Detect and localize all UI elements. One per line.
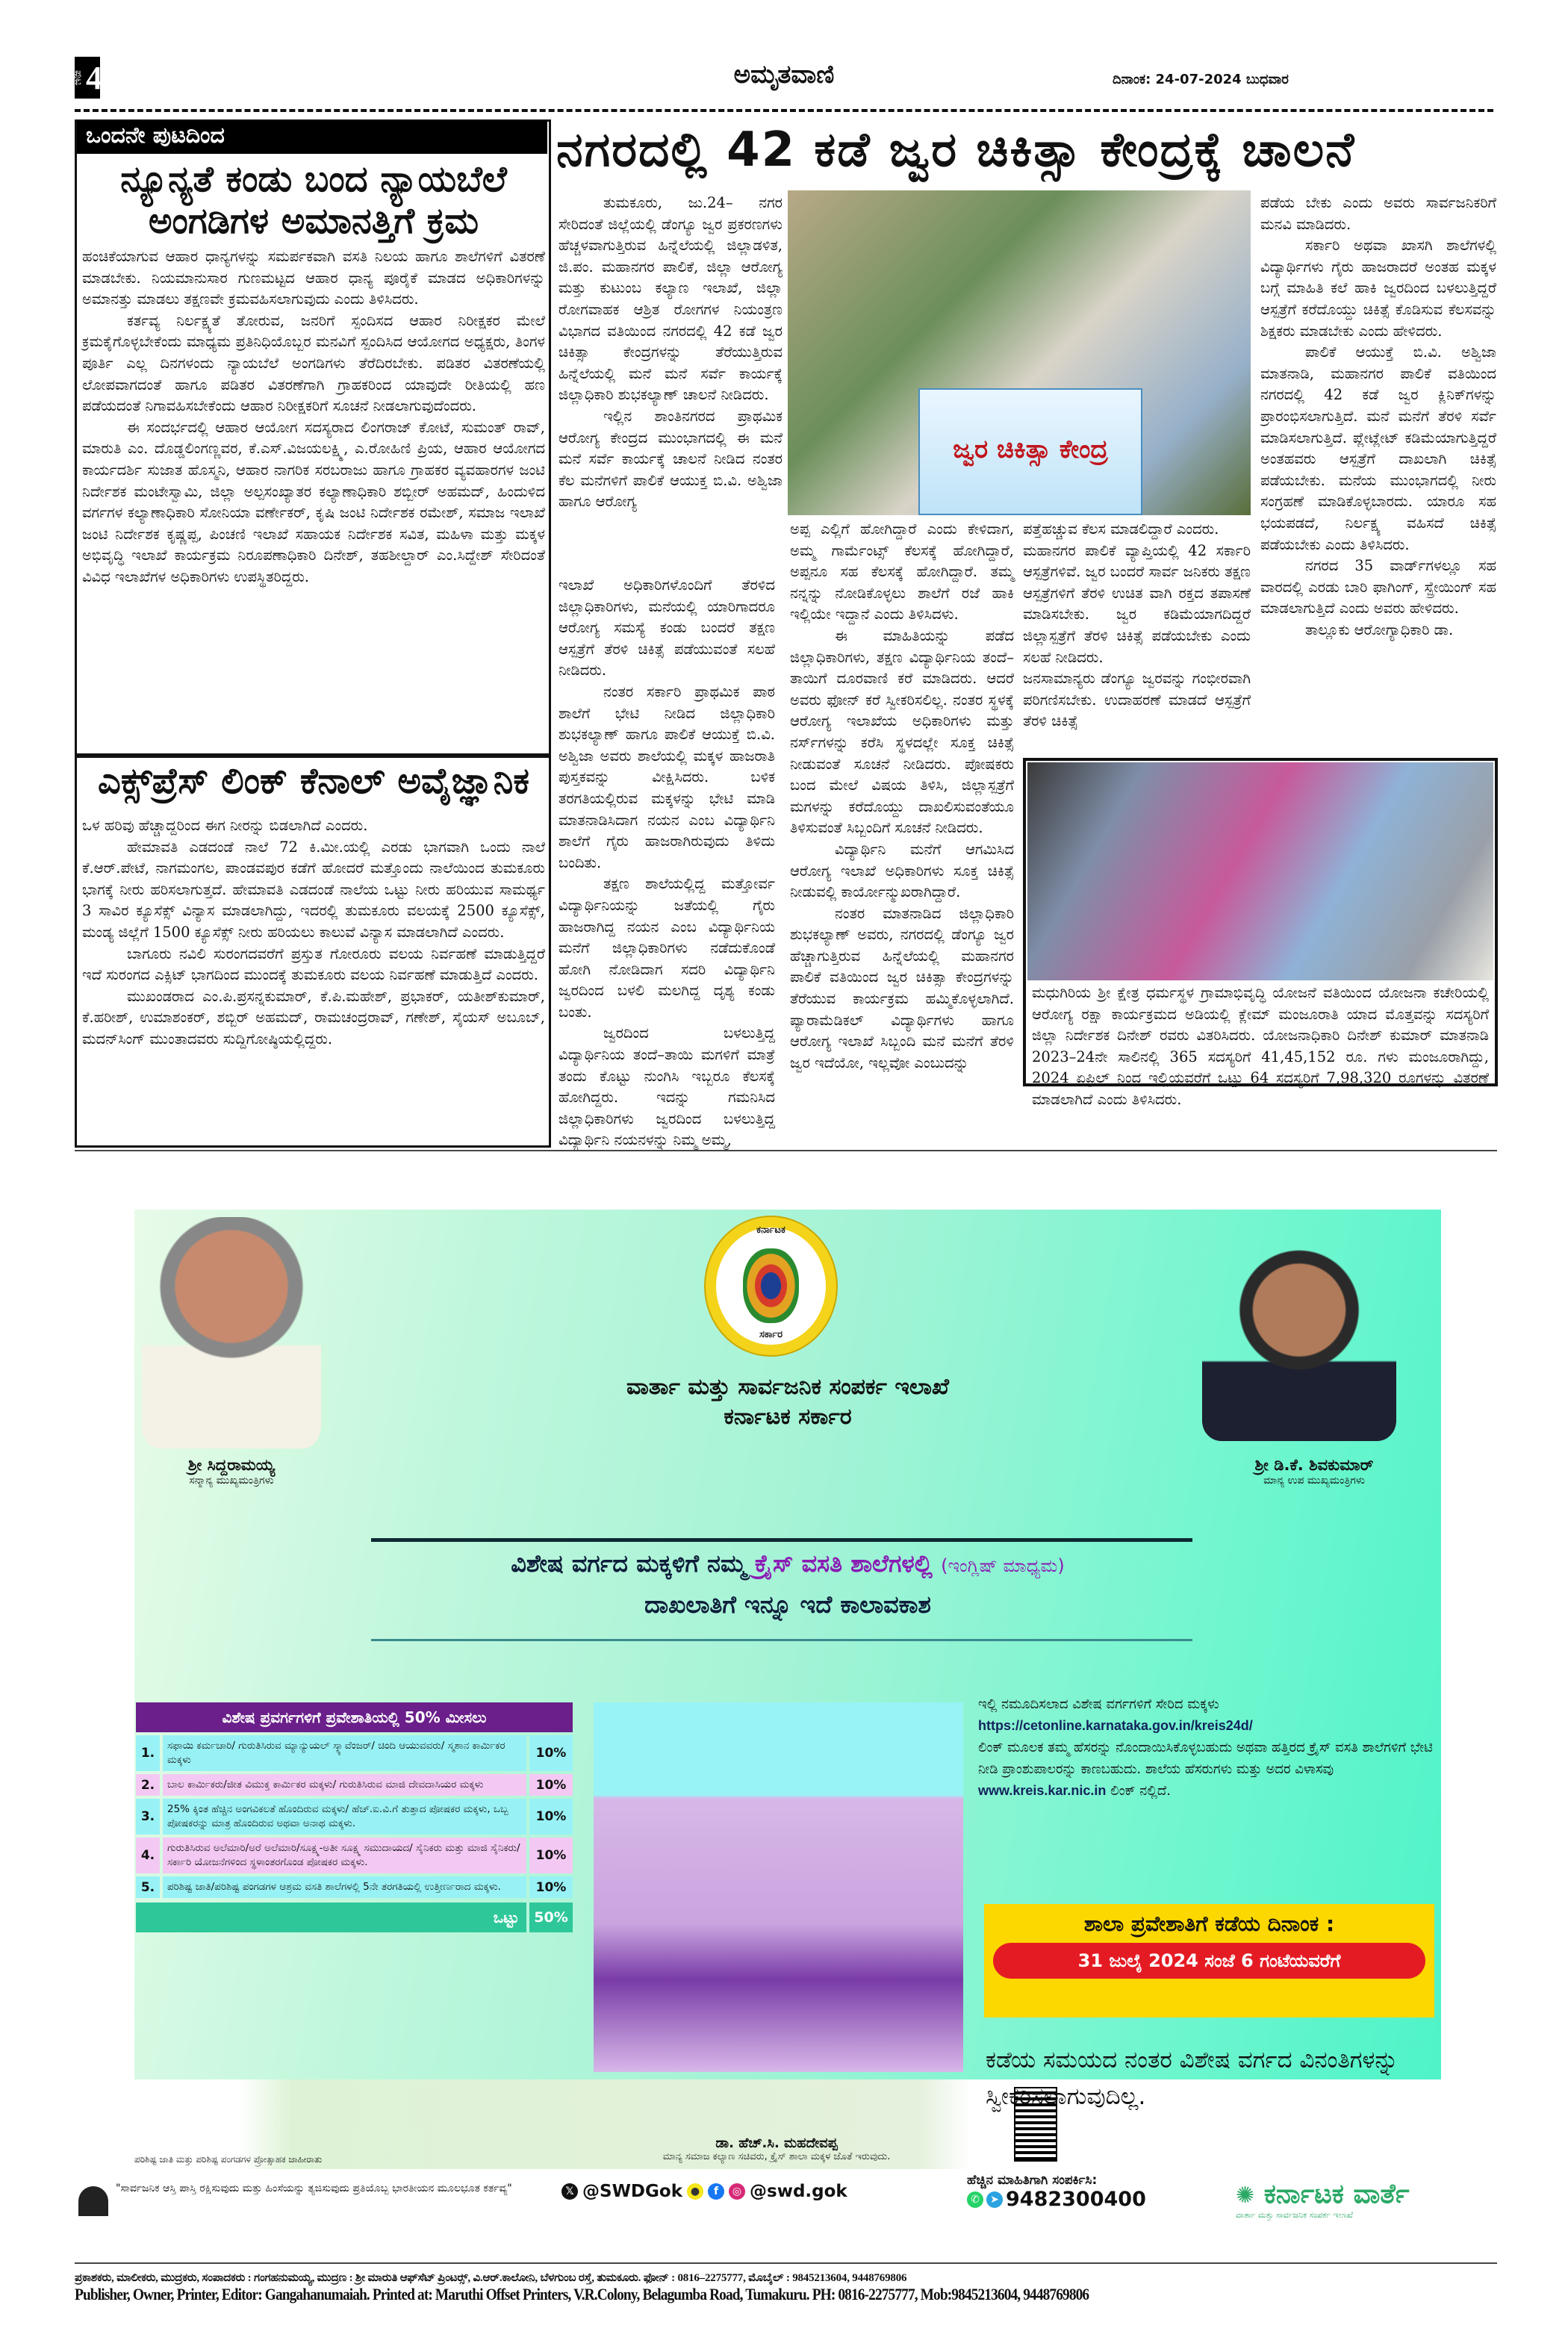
headline-line-1: ನ್ಯೂನ್ಯತೆ ಕಂಡು ಬಂದ ನ್ಯಾಯಬೆಲೆ (120, 158, 507, 200)
paragraph: ತಕ್ಷಣ ಶಾಲೆಯಲ್ಲಿದ್ದ ಮತ್ತೋರ್ವ ವಿದ್ಯಾರ್ಥಿನಿಯನ್ನು ಜತೆಯಲ್ಲಿ ಗೈರು ಹಾಜರಾಗಿದ್ದ ನಯನ ಎಂಬ ವಿದ್ಯಾರ್ಥಿನಿಯ ಮನೆಗೆ ಜಿಲ್ಲಾಧಿಕಾರಿಗಳು ನಡೆದುಕೊಂಡೆ ಹೋಗಿ ನೋಡಿದಾಗ ಸದರಿ ವಿದ್ಯಾರ್ಥಿನಿ ಜ್ವರದಿಂದ ಬಳಲಿ ಮಲಗಿದ್ದ ದೃಶ್ಯ ಕಂಡು ಬಂತು. (559, 875, 775, 1021)
dcm-name-block (1225, 1456, 1404, 1487)
social-handles (561, 2182, 847, 2201)
contact-block (967, 2173, 1146, 2211)
total-percent: 50% (529, 1903, 573, 1932)
row-number: 2. (136, 1774, 160, 1796)
parliament-icon (78, 2186, 108, 2216)
paragraph: ಬಾಗೂರು ನವಿಲಿ ಸುರಂಗದವರೆಗೆ ಪ್ರಸ್ತುತ ಗೋರೂರು ವಲಯ ನಿರ್ವಹಣೆ ಮಾಡುತ್ತಿದ್ದರೆ ಇದೆ ಸುರಂಗದ ಎಕ್ಸಿಟ್ ಭಾಗದಿಂದ ಮುಂದಕ್ಕೆ ತುಮಕೂರು ವಲಯ ನಿರ್ವಹಣೆ ಮಾಡುತ್ತಿದೆ ಎಂದರು. (82, 945, 545, 984)
imprint-english: Publisher, Owner, Printer, Editor: Gangahanumaiah. Printed at: Maruthi Offset Printers, V.R.Colony, Belagumba Road, Tumakuru. PH: 0816-2275777, Mob:9845213604, 9448769806 (75, 2285, 1089, 2303)
table-row (136, 1774, 573, 1796)
contact-phone[interactable]: 9482300400 (1006, 2188, 1146, 2211)
brand-text: ಕರ್ನಾಟಕ ವಾರ್ತೆ (1263, 2179, 1410, 2209)
department-name: ವಾರ್ತಾ ಮತ್ತು ಸಾರ್ವಜನಿಕ ಸಂಪರ್ಕ ಇಲಾಖೆ (626, 1374, 949, 1400)
main-story-column-d (1023, 519, 1251, 758)
minister-caption: ಮಾನ್ಯ ಸಮಾಜ ಕಲ್ಯಾಣ ಸಚಿವರು, ಕ್ರೈಸ್ ಶಾಲಾ ಮಕ್ಕಳ ಜೊತೆ ಇರುವುದು. (662, 2151, 891, 2162)
row-description: ಗುರುತಿಸಿರುವ ಅಲೆಮಾರಿ/ಅರೆ ಅಲೆಮಾರಿ/ಸೂಕ್ಷ್ಮ-ಅತೀ ಸೂಕ್ಷ್ಮ ಸಮುದಾಯದ/ ಸೈನಿಕರು ಮತ್ತು ಮಾಜಿ ಸೈನಿಕರು/ ಸರ್ಕಾರಿ ಯೋಜನೆಗಳಿಂದ ಸ್ಥಳಾಂತರಗೊಂಡ ಪೋಷಕರ ಮಕ್ಕಳು. (163, 1838, 526, 1873)
paragraph: ಮಹಾನಗರ ಪಾಲಿಕೆ ವ್ಯಾಪ್ತಿಯಲ್ಲಿ 42 ಸರ್ಕಾರಿ ಆಸ್ಪತ್ರೆಗಳಿವೆ. ಜ್ವರ ಬಂದರೆ ಸಾರ್ವ ಜನಿಕರು ತಕ್ಷಣ ಆಸ್ಪತ್ರೆಗಳಿಗೆ ತೆರಳಿ ಉಚಿತ ವಾಗಿ ರಕ್ತದ ತಪಾಸಣೆ ಮಾಡಿಸಬೇಕು. ಜ್ವರ ಕಡಿಮೆಯಾಗದಿದ್ದರೆ ಜಿಲ್ಲಾಸ್ಪತ್ರೆಗೆ ತೆರಳಿ ಚಿಕಿತ್ಸೆ ಪಡೆಯಬೇಕು ಎಂದು ಸಲಹೆ ನೀಡಿದರು. (1023, 541, 1251, 666)
row-description: ಬಾಲ ಕಾರ್ಮಿಕರು/ಜೀತ ವಿಮುಕ್ತ ಕಾರ್ಮಿಕರ ಮಕ್ಕಳು/ ಗುರುತಿಸಿರುವ ಮಾಜಿ ದೇವದಾಸಿಯರ ಮಕ್ಕಳು (163, 1774, 526, 1796)
headline-rule-top (371, 1538, 1192, 1542)
total-label: ಒಟ್ಟು (136, 1903, 526, 1932)
info-line-1: ಇಲ್ಲಿ ನಮೂದಿಸಲಾದ ವಿಶೇಷ ವರ್ಗಗಳಿಗೆ ಸೇರಿದ ಮಕ್ಕಳು (978, 1696, 1219, 1712)
paragraph: ಒಳ ಹರಿವು ಹೆಚ್ಚಾದ್ದರಿಂದ ಈಗ ನೀರನ್ನು ಬಿಡಲಾಗಿದೆ ಎಂದರು. (82, 817, 368, 834)
table-row (136, 1838, 573, 1873)
main-story-column-c (790, 519, 1014, 1074)
main-story-column-e (1260, 193, 1496, 760)
x-icon: 𝕏 (561, 2183, 578, 2200)
headline-part-2: ಕ್ರೈಸ್ ವಸತಿ ಶಾಲೆಗಳಲ್ಲಿ (754, 1549, 933, 1578)
brand-name (1236, 2179, 1410, 2210)
info-line-3: ಲಿಂಕ್ ನಲ್ಲಿದೆ. (1110, 1783, 1171, 1799)
row-number: 4. (136, 1838, 160, 1873)
table-row (136, 1735, 573, 1771)
duty-quote: "ಸಾರ್ವಜನಿಕ ಆಸ್ತಿ ಪಾಸ್ತಿ ರಕ್ಷಿಸುವುದು ಮತ್ತು ಹಿಂಸೆಯನ್ನು ತ್ಯಜಿಸುವುದು ಪ್ರತಿಯೊಬ್ಬ ಭಾರತೀಯನ ಮೂಲಭೂತ ಕರ್ತವ್ಯ" (116, 2183, 512, 2194)
paragraph: ನಂತರ ಮಾತನಾಡಿದ ಜಿಲ್ಲಾಧಿಕಾರಿ ಶುಭಕಲ್ಯಾಣ್ ಅವರು, ನಗರದಲ್ಲಿ ಡೆಂಗ್ಯೂ ಜ್ವರ ಹೆಚ್ಚಾಗುತ್ತಿರುವ ಹಿನ್ನೆಲೆಯಲ್ಲಿ ಮಹಾನಗರ ಪಾಲಿಕೆ ವತಿಯಿಂದ ಜ್ವರ ಚಿಕಿತ್ಸಾ ಕೇಂದ್ರಗಳನ್ನು ತೆರೆಯುವ ಕಾರ್ಯಕ್ರಮ ಹಮ್ಮಿಕೊಳ್ಳಲಾಗಿದೆ. ಪ್ಯಾರಾಮೆಡಿಕಲ್ ವಿದ್ಯಾರ್ಥಿಗಳು ಹಾಗೂ ಆರೋಗ್ಯ ಇಲಾಖೆ ಸಿಬ್ಬಂದಿ ಮನೆ ಮನೆಗೆ ತೆರಳಿ ಜ್ವರ ಇದೆಯೋ, ಇಲ್ಲವೋ ಎಂಬುದನ್ನು (790, 904, 1014, 1071)
table-row (136, 1876, 573, 1898)
imprint (75, 2271, 1497, 2304)
headline-rule-bottom (371, 1639, 1192, 1641)
emblem-top-text: ಕರ್ನಾಟಕ (756, 1225, 785, 1236)
row-percent: 10% (529, 1799, 573, 1835)
dcm-name: ಶ್ರೀ ಡಿ.ಕೆ. ಶಿವಕುಮಾರ್ (1254, 1456, 1374, 1474)
cm-title: ಸನ್ಮಾನ್ಯ ಮುಖ್ಯಮಂತ್ರಿಗಳು (189, 1475, 274, 1487)
paragraph: ಮುಖಂಡರಾದ ಎಂ.ಪಿ.ಪ್ರಸನ್ನಕುಮಾರ್, ಕೆ.ಪಿ.ಮಹೇಶ್, ಪ್ರಭಾಕರ್, ಯತೀಶ್‌ಕುಮಾರ್, ಕೆ.ಹರೀಶ್, ಉಮಾಶಂಕರ್, ಶಬ್ಬಿರ್ ಅಹಮದ್, ರಾಮಚಂದ್ರರಾವ್, ಗಣೇಶ್, ಸೈಯಸ್ ಅಬೂಬ್, ಮದನ್‌ಸಿಂಗ್ ಮುಂತಾದವರು ಸುದ್ದಿಗೋಷ್ಠಿಯಲ್ಲಿದ್ದರು. (82, 987, 545, 1048)
row-description: ಪರಿಶಿಷ್ಟ ಜಾತಿ/ಪರಿಶಿಷ್ಟ ಪಂಗಡಗಳ ಆಶ್ರಮ ವಸತಿ ಶಾಲೆಗಳಲ್ಲಿ 5ನೇ ತರಗತಿಯಲ್ಲಿ ಉತ್ತೀರ್ಣರಾದ ಮಕ್ಕಳು. (163, 1876, 526, 1898)
paragraph: ಈ ಸಂದರ್ಭದಲ್ಲಿ ಆಹಾರ ಆಯೋಗ ಸದಸ್ಯರಾದ ಲಿಂಗರಾಜ್ ಕೋಟೆ, ಸುಮಂತ್ ರಾವ್, ಮಾರುತಿ ಎಂ. ದೊಡ್ಡಲಿಂಗಣ್ಣವರ, ಕೆ.ಎಸ್.ವಿಜಯಲಕ್ಷ್ಮಿ, ಎ.ರೋಹಿಣಿ ಪ್ರಿಯ, ಆಹಾರ ಆಯೋಗದ ಕಾರ್ಯದರ್ಶಿ ಸುಜಾತ ಹೊಸ್ಮನಿ, ಆಹಾರ ನಾಗರಿಕ ಸರಬರಾಜು ಹಾಗೂ ಗ್ರಾಹಕರ ವ್ಯವಹಾರಗಳ ಜಂಟಿ ನಿರ್ದೇಶಕ ಮಂಟೇಸ್ವಾಮಿ, ಜಿಲ್ಲಾ ಅಲ್ಪಸಂಖ್ಯಾತರ ಕಲ್ಯಾಣಾಧಿಕಾರಿ ಶಬ್ಬೀರ್ ಅಹಮದ್, ಹಿಂದುಳಿದ ವರ್ಗಗಳ ಕಲ್ಯಾಣಾಧಿಕಾರಿ ಸೋನಿಯಾ ವರ್ಣೇಕರ್, ಕೃಷಿ ಜಂಟಿ ನಿರ್ದೇಶಕ ರಮೇಶ್, ಸಮಾಜ ಇಲಾಖೆ ಜಂಟಿ ನಿರ್ದೇಶಕ ಕೃಷ್ಣಪ್ಪ, ಪಿಂಚಣಿ ಇಲಾಖೆ ಸಹಾಯಕ ನಿರ್ದೇಶಕ ಸವಿತ, ಮಹಿಳಾ ಮತ್ತು ಮಕ್ಕಳ ಅಭಿವೃದ್ಧಿ ಇಲಾಖೆ ಕಾರ್ಯಕ್ರಮ ನಿರೂಪಣಾಧಿಕಾರಿ ದಿನೇಶ್, ತಹಶೀಲ್ದಾರ್ ಎಂ.ಸಿದ್ದೇಶ್ ಸೇರಿದಂತೆ ವಿವಿಧ ಇಲಾಖೆಗಳ ಅಧಿಕಾರಿಗಳು ಉಪಸ್ಥಿತರಿದ್ದರು. (82, 418, 545, 585)
advert-headline (134, 1549, 1441, 1578)
paragraph: ಅಪ್ಪ ಎಲ್ಲಿಗೆ ಹೋಗಿದ್ದಾರೆ ಎಂದು ಕೇಳಿದಾಗ, ಅಮ್ಮ ಗಾರ್ಮೆಂಟ್ಸ್ ಕೆಲಸಕ್ಕೆ ಹೋಗಿದ್ದಾರೆ, ಅಪ್ಪನೂ ಸಹ ಕೆಲಸಕ್ಕೆ ಹೋಗಿದ್ದಾರೆ. ತಮ್ಮ ನನ್ನನ್ನು ನೋಡಿಕೊಳ್ಳಲು ಶಾಲೆಗೆ ರಜೆ ಹಾಕಿ ಇಲ್ಲಿಯೇ ಇದ್ದಾನೆ ಎಂದು ತಿಳಿಸಿದಳು. (790, 520, 1014, 623)
headline-part-1: ವಿಶೇಷ ವರ್ಗದ ಮಕ್ಕಳಿಗೆ ನಮ್ಮ (511, 1549, 747, 1578)
page-label: ಪುಟ (72, 69, 84, 86)
paragraph: ತಾಲ್ಲೂಕು ಆರೋಗ್ಯಾಧಿಕಾರಿ ಡಾ. (1305, 620, 1454, 638)
info-line-2: ಲಿಂಕ್ ಮೂಲಕ ತಮ್ಮ ಹೆಸರನ್ನು ನೊಂದಾಯಿಸಿಕೊಳ್ಳಬಹುದು ಅಥವಾ ಹತ್ತಿರದ ಕ್ರೈಸ್ ವಸತಿ ಶಾಲೆಗಳಿಗೆ ಭೇಟಿ ನೀಡಿ ಪ್ರಾಂಶುಪಾಲರನ್ನು ಕಾಣಬಹುದು. ಶಾಲೆಯ ಹೆಸರುಗಳು ಮತ್ತು ಅದರ ವಿಳಾಸವು (978, 1740, 1433, 1777)
registration-info (978, 1693, 1441, 1802)
government-name: ಕರ್ನಾಟಕ ಸರ್ಕಾರ (724, 1404, 852, 1430)
row-percent: 10% (529, 1735, 573, 1771)
paragraph: ಹಂಚಿಕೆಯಾಗುವ ಆಹಾರ ಧಾನ್ಯಗಳನ್ನು ಸಮರ್ಪಕವಾಗಿ ವಸತಿ ನಿಲಯ ಹಾಗೂ ಶಾಲೆಗಳಿಗೆ ವಿತರಣೆ ಮಾಡಬೇಕು. ನಿಯಮಾನುಸಾರ ಗುಣಮಟ್ಟದ ಆಹಾರ ಧಾನ್ಯ ಪೂರೈಕೆ ಮಾಡದ ಅಧಿಕಾರಿಗಳನ್ನು ಅಮಾನತ್ತು ಮಾಡಲು ತಕ್ಷಣವೇ ಕ್ರಮವಹಿಸಲಾಗುವುದು ಎಂದು ತಿಳಿಸಿದರು. (82, 248, 545, 308)
left-story-body (82, 246, 545, 588)
contact-phone-row (967, 2188, 1146, 2211)
paragraph: ಪತ್ತೆಹಚ್ಚುವ ಕೆಲಸ ಮಾಡಲಿದ್ದಾರೆ ಎಂದರು. (1023, 520, 1219, 538)
paragraph: ಇಲ್ಲಿನ ಶಾಂತಿನಗರದ ಪ್ರಾಥಮಿಕ ಆರೋಗ್ಯ ಕೇಂದ್ರದ ಮುಂಭಾಗದಲ್ಲಿ ಈ ಮನೆ ಮನೆ ಸರ್ವೆ ಕಾರ್ಯಕ್ಕೆ ಚಾಲನೆ ನೀಡಿದ ನಂತರ ಕೆಲ ಮನೆಗಳಿಗೆ ಪಾಲಿಕೆ ಆಯುಕ್ತ ಬಿ.ವಿ. ಅಶ್ವಿಜಾ ಹಾಗೂ ಆರೋಗ್ಯ (559, 407, 783, 511)
imprint-rule (75, 2262, 1497, 2264)
page-number: 4 (86, 59, 102, 96)
facebook-icon: f (708, 2183, 724, 2200)
row-number: 3. (136, 1799, 160, 1835)
canal-story-headline: ಎಕ್ಸ್‌ಪ್ರೆಸ್ ಲಿಂಕ್ ಕೆನಾಲ್ ಅವೈಜ್ಞಾನಿಕ (98, 760, 529, 802)
whatsapp-icon: ✆ (967, 2191, 983, 2208)
reservation-table (136, 1702, 573, 1932)
deadline-value: 31 ಜುಲೈ 2024 ಸಂಜೆ 6 ಗಂಟೆಯವರೆಗೆ (993, 1943, 1425, 1979)
row-percent: 10% (529, 1876, 573, 1898)
instagram-icon: ◎ (729, 2183, 745, 2200)
fb-insta-handle[interactable]: @swd.gok (750, 2182, 847, 2201)
masthead-divider (75, 109, 1493, 112)
canal-story-body (82, 815, 545, 1051)
late-request-note: ಕಡೆಯ ಸಮಯದ ನಂತರ ವಿಶೇಷ ವರ್ಗದ ವಿನಂತಿಗಳನ್ನು ಸ್ವೀಕರಿಸಲಾಗುವುದಿಲ್ಲ. (986, 2047, 1399, 2110)
telegram-icon: ➤ (986, 2191, 1003, 2208)
paragraph: ಇಲಾಖೆ ಅಧಿಕಾರಿಗಳೊಂದಿಗೆ ತೆರಳಿದ ಜಿಲ್ಲಾಧಿಕಾರಿಗಳು, ಮನೆಯಲ್ಲಿ ಯಾರಿಗಾದರೂ ಆರೋಗ್ಯ ಸಮಸ್ಯೆ ಕಂಡು ಬಂದರೆ ತಕ್ಷಣ ಆಸ್ಪತ್ರೆಗೆ ತೆರಳಿ ಚಿಕಿತ್ಸೆ ಪಡೆಯುವಂತೆ ಸಲಹೆ ನೀಡಿದರು. (559, 576, 775, 679)
paragraph: ಜ್ವರದಿಂದ ಬಳಲುತ್ತಿದ್ದ ವಿದ್ಯಾರ್ಥಿನಿಯ ತಂದೆ–ತಾಯಿ ಮಗಳಿಗೆ ಮಾತ್ರೆ ತಂದು ಕೊಟ್ಟು ನುಂಗಿಸಿ ಇಬ್ಬರೂ ಕೆಲಸಕ್ಕೆ ಹೋಗಿದ್ದರು. ಇದನ್ನು ಗಮನಿಸಿದ ಜಿಲ್ಲಾಧಿಕಾರಿಗಳು ಜ್ವರದಿಂದ ಬಳಲುತ್ತಿದ್ದ ವಿದ್ಯಾರ್ಥಿನಿ ನಯನಳನ್ನು ನಿಮ್ಮ ಅಮ್ಮ, (559, 1024, 775, 1149)
row-number: 1. (136, 1735, 160, 1771)
deadline-label: ಶಾಲಾ ಪ್ರವೇಶಾತಿಗೆ ಕಡೆಯ ದಿನಾಂಕ : (1083, 1911, 1335, 1936)
cm-name: ಶ್ರೀ ಸಿದ್ದರಾಮಯ್ಯ (187, 1456, 276, 1474)
cheque-distribution-photo (1027, 762, 1493, 980)
deadline-box (984, 1904, 1434, 2017)
photo-banner: ಜ್ವರ ಚಿಕಿತ್ಸಾ ಕೇಂದ್ರ (918, 388, 1142, 515)
dcm-title: ಮಾನ್ಯ ಉಪ ಮುಖ್ಯಮಂತ್ರಿಗಳು (1263, 1475, 1365, 1487)
paragraph: ನಗರದ 35 ವಾರ್ಡ್‌ಗಳಲ್ಲೂ ಸಹ ವಾರದಲ್ಲಿ ಎರಡು ಬಾರಿ ಫಾಗಿಂಗ್, ಸ್ಪ್ರೇಯಿಂಗ್ ಸಹ ಮಾಡಲಾಗುತ್ತಿದೆ ಎಂದು ಅವರು ಹೇಳಿದರು. (1260, 557, 1496, 617)
karnataka-varthe-logo (1236, 2179, 1410, 2221)
imprint-kannada: ಪ್ರಕಾಶಕರು, ಮಾಲೀಕರು, ಮುದ್ರಕರು, ಸಂಪಾದಕರು : ಗಂಗಹನುಮಯ್ಯ, ಮುದ್ರಣ : ಶ್ರೀ ಮಾರುತಿ ಆಫ್‌ಸೆಟ್ ಪ್ರಿಂಟರ್‍ಸ್, ವಿ.ಆರ್.ಕಾಲೋನಿ, ಬೆಳಗುಂಬ ರಸ್ತೆ, ತುಮಕೂರು. ಫೋನ್ : 0816–2275777, ಮೊಬೈಲ್ : 9845213604, 9448769806 (75, 2272, 907, 2284)
students-photo (594, 1702, 963, 2072)
table-total-row (136, 1903, 573, 1932)
row-description: ಸಫಾಯಿ ಕರ್ಮಚಾರಿ/ ಗುರುತಿಸಿರುವ ಮ್ಯಾನ್ಯುಯಲ್ ಸ್ಕ್ಯಾವೆಂಜರ್/ ಚಿಂದಿ ಆಯುವವರು/ ಸ್ಮಶಾನ ಕಾರ್ಮಿಕರ ಮಕ್ಕಳು (163, 1735, 526, 1771)
koo-icon: ● (687, 2183, 703, 2200)
paragraph: ಹೇಮಾವತಿ ಎಡದಂಡೆ ನಾಲೆ 72 ಕಿ.ಮೀ.ಯಲ್ಲಿ ಎರಡು ಭಾಗವಾಗಿ ಒಂದು ನಾಲೆ ಕೆ.ಆರ್.ಪೇಟೆ, ನಾಗಮಂಗಲ, ಪಾಂಡವಪುರ ಕಡೆಗೆ ಹೋದರೆ ಮತ್ತೊಂದು ನಾಲೆಯಿಂದ ತುಮಕೂರು ಭಾಗಕ್ಕೆ ನೀರು ಹರಿಸಲಾಗುತ್ತದೆ. ಹೇಮಾವತಿ ಎಡದಂಡೆ ನಾಲೆಯ ಒಟ್ಟು ನೀರು ಹರಿಯುವ ಸಾಮರ್ಥ್ಯ 3 ಸಾವಿರ ಕ್ಯೂಸೆಕ್ಸ್ ವಿನ್ಯಾಸ ಮಾಡಲಾಗಿದ್ದು, ಇದರಲ್ಲಿ ತುಮಕೂರು ವಲಯಕ್ಕೆ 2500 ಕ್ಯೂಸೆಕ್ಸ್, ಮಂಡ್ಯ ಜಿಲ್ಲೆಗೆ 1500 ಕ್ಯೂಸೆಕ್ಸ್ ನೀರು ಹರಿಯಲು ಕಾಲುವೆ ವಿನ್ಯಾಸ ಮಾಡಲಾಗಿದೆ ಎಂದರು. (82, 838, 545, 941)
emblem-crest-icon (743, 1248, 799, 1323)
photo-story-caption: ಮಧುಗಿರಿಯ ಶ್ರೀ ಕ್ಷೇತ್ರ ಧರ್ಮಸ್ಥಳ ಗ್ರಾಮಾಭಿವೃದ್ಧಿ ಯೋಜನೆ ವತಿಯಿಂದ ಯೋಜನಾ ಕಚೇರಿಯಲ್ಲಿ ಆರೋಗ್ಯ ರಕ್ಷಾ ಕಾರ್ಯಕ್ರಮದ ಅಡಿಯಲ್ಲಿ ಕ್ಲೇಮ್ ಮಂಜೂರಾತಿ ಯಾದ ಮೊತ್ತವನ್ನು ಸದಸ್ಯರಿಗೆ ಜಿಲ್ಲಾ ನಿರ್ದೇಶಕ ದಿನೇಶ್ ರವರು ವಿತರಿಸಿದರು. ಯೋಜನಾಧಿಕಾರಿ ದಿನೇಶ್ ಕುಮಾರ್ ಮಾತನಾಡಿ 2023–24ನೇ ಸಾಲಿನಲ್ಲಿ 365 ಸದಸ್ಯರಿಗೆ 41,45,152 ರೂ. ಗಳು ಮಂಜೂರಾಗಿದ್ದು, 2024 ಏಪ್ರಿಲ್ ನಿಂದ ಇಲ್ಲಿಯವರೆಗೆ ಒಟ್ಟು 64 ಸದಸ್ಯರಿಗೆ 7,98,320 ರೂಗಳನ್ನು ವಿತರಣೆ ಮಾಡಲಾಗಿದೆ ಎಂದು ತಿಳಿಸಿದರು. (1032, 984, 1489, 1108)
left-story-headline (82, 158, 545, 242)
brand-subtitle: ವಾರ್ತಾ ಮತ್ತು ಸಾರ್ವಜನಿಕ ಸಂಪರ್ಕ ಇಲಾಖೆ (1236, 2210, 1354, 2220)
headline-line-2: ಅಂಗಡಿಗಳ ಅಮಾನತ್ತಿಗೆ ಕ್ರಮ (148, 200, 479, 242)
minister-caption-block (590, 2135, 963, 2162)
cm-name-block (142, 1456, 321, 1487)
paragraph: ಕರ್ತವ್ಯ ನಿರ್ಲಕ್ಷ್ಯತೆ ತೋರುವ, ಜನರಿಗೆ ಸ್ಪಂದಿಸದ ಆಹಾರ ನಿರೀಕ್ಷಕರ ಮೇಲೆ ಕ್ರಮಕೈಗೊಳ್ಳಬೇಕೆಂದು ಮಾಧ್ಯಮ ಪ್ರತಿನಿಧಿಯೊಬ್ಬರ ಮನವಿಗೆ ಸ್ಪಂದಿಸಿದ ಆಯೋಗದ ಅಧ್ಯಕ್ಷರು, ತಿಂಗಳ ಪೂರ್ತಿ ಎಲ್ಲ ದಿನಗಳಂದು ನ್ಯಾಯಬೆಲೆ ಅಂಗಡಿಗಳು ತೆರೆದಿರಬೇಕು. ಪಡಿತರ ವಿತರಣೆಯಲ್ಲಿ ಲೋಪವಾಗದಂತೆ ಹಾಗೂ ಪಡಿತರ ವಿತರಣೆಗಾಗಿ ಗ್ರಾಹಕರಿಂದ ಯಾವುದೇ ರೀತಿಯಲ್ಲಿ ಹಣ ಪಡೆಯದಂತೆ ನಿಗಾವಹಿಸಬೇಕೆಂದು ಆಹಾರ ನಿರೀಕ್ಷಕರಿಗೆ ಸೂಚನೆ ನೀಡಲಾಗುವುದೆಂದರು. (82, 311, 545, 415)
row-percent: 10% (529, 1774, 573, 1796)
paragraph: ಸರ್ಕಾರಿ ಅಥವಾ ಖಾಸಗಿ ಶಾಲೆಗಳಲ್ಲಿ ವಿದ್ಯಾರ್ಥಿಗಳು ಗೈರು ಹಾಜರಾದರೆ ಅಂತಹ ಮಕ್ಕಳ ಬಗ್ಗೆ ಮಾಹಿತಿ ಕಲೆ ಹಾಕಿ ಜ್ವರದಿಂದ ಬಳಲುತ್ತಿದ್ದರೆ ಆಸ್ಪತ್ರೆಗೆ ಕರೆದೊಯ್ದು ಚಿಕಿತ್ಸೆ ಕೊಡಿಸುವ ಕೆಲಸವನ್ನು ಶಿಕ್ಷಕರು ಮಾಡಬೇಕು ಎಂದು ಹೇಳಿದರು. (1260, 237, 1496, 340)
paragraph: ತುಮಕೂರು, ಜು.24– ನಗರ ಸೇರಿದಂತೆ ಜಿಲ್ಲೆಯಲ್ಲಿ ಡೆಂಗ್ಯೂ ಜ್ವರ ಪ್ರಕರಣಗಳು ಹೆಚ್ಚಳವಾಗುತ್ತಿರುವ ಹಿನ್ನೆಲೆಯಲ್ಲಿ ಜಿಲ್ಲಾಡಳಿತ, ಜಿ.ಪಂ. ಮಹಾನಗರ ಪಾಲಿಕೆ, ಜಿಲ್ಲಾ ಆರೋಗ್ಯ ಮತ್ತು ಕುಟುಂಬ ಕಲ್ಯಾಣ ಇಲಾಖೆ, ಜಿಲ್ಲಾ ರೋಗವಾಹಕ ಆಶ್ರಿತ ರೋಗಗಳ ನಿಯಂತ್ರಣ ವಿಭಾಗದ ವತಿಯಿಂದ ನಗರದಲ್ಲಿ 42 ಕಡೆ ಜ್ವರ ಚಿಕಿತ್ಸಾ ಕೇಂದ್ರಗಳನ್ನು ತೆರೆಯುತ್ತಿರುವ ಹಿನ್ನೆಲೆಯಲ್ಲಿ ಮನೆ ಮನೆ ಸರ್ವೆ ಕಾರ್ಯಕ್ಕೆ ಜಿಲ್ಲಾಧಿಕಾರಿ ಶುಭಕಲ್ಯಾಣ್ ಚಾಲನೆ ನೀಡಿದರು. (559, 194, 783, 404)
headline-part-3: (ಇಂಗ್ಲಿಷ್ ಮಾಧ್ಯಮ) (941, 1555, 1065, 1576)
kreis-site-link[interactable]: www.kreis.kar.nic.in (978, 1783, 1107, 1798)
advert-bottom-caption: ಪರಿಶಿಷ್ಟ ಜಾತಿ ಮತ್ತು ಪರಿಶಿಷ್ಟ ಪಂಗಡಗಳ ಪ್ರೋತ್ಸಾಹಕ ಜಾಹೀರಾತು (134, 2154, 323, 2165)
table-row (136, 1799, 573, 1835)
newspaper-name: ಅಮೃತವಾಣಿ (733, 60, 835, 90)
section-rule (75, 1150, 1497, 1151)
brand-swirl-icon: ✺ (1236, 2183, 1255, 2209)
paragraph: ಪಾಲಿಕೆ ಆಯುಕ್ತೆ ಬಿ.ವಿ. ಅಶ್ವಿಜಾ ಮಾತನಾಡಿ, ಮಹಾನಗರ ಪಾಲಿಕೆ ವತಿಯಿಂದ ನಗರದಲ್ಲಿ 42 ಕಡೆ ಜ್ವರ ಕ್ಲಿನಿಕ್‌ಗಳನ್ನು ಪ್ರಾರಂಭಿಸಲಾಗುತ್ತಿದೆ. ಮನೆ ಮನೆಗೆ ತೆರಳಿ ಸರ್ವೆ ಮಾಡಿಸಲಾಗುತ್ತಿದೆ. ಪ್ಲೇಟ್ಲೇಟ್ ಕಡಿಮೆಯಾಗುತ್ತಿದ್ದರೆ ಅಂತಹವರು ಆಸ್ಪತ್ರೆಗೆ ದಾಖಲಾಗಿ ಚಿಕಿತ್ಸೆ ಪಡೆಯಬೇಕು. ಮನೆಯ ಮುಂಭಾಗದಲ್ಲಿ ನೀರು ಸಂಗ್ರಹಣೆ ಮಾಡಿಕೊಳ್ಳಬಾರದು. ಯಾರೂ ಸಹ ಭಯಪಡದೆ, ನಿರ್ಲಕ್ಷ್ಯ ವಹಿಸದೆ ಚಿಕಿತ್ಸೆ ಪಡೆಯಬೇಕು ಎಂದು ತಿಳಿಸಿದರು. (1260, 343, 1496, 553)
paragraph: ವಿದ್ಯಾರ್ಥಿನಿ ಮನೆಗೆ ಆಗಮಿಸಿದ ಆರೋಗ್ಯ ಇಲಾಖೆ ಅಧಿಕಾರಿಗಳು ಸೂಕ್ತ ಚಿಕಿತ್ಸೆ ನೀಡುವಲ್ಲಿ ಕಾರ್ಯೋನ್ಮುಖರಾಗಿದ್ದಾರೆ. (790, 840, 1014, 901)
paragraph: ನಂತರ ಸರ್ಕಾರಿ ಪ್ರಾಥಮಿಕ ಪಾಠ ಶಾಲೆಗೆ ಭೇಟಿ ನೀಡಿದ ಜಿಲ್ಲಾಧಿಕಾರಿ ಶುಭಕಲ್ಯಾಣ್ ಹಾಗೂ ಪಾಲಿಕೆ ಆಯುಕ್ತೆ ಬಿ.ವಿ. ಅಶ್ವಿಜಾ ಅವರು ಶಾಲೆಯಲ್ಲಿ ಮಕ್ಕಳ ಹಾಜರಾತಿ ಪುಸ್ತಕವನ್ನು ವೀಕ್ಷಿಸಿದರು. ಬಳಿಕ ತರಗತಿಯಲ್ಲಿರುವ ಮಕ್ಕಳನ್ನು ಭೇಟಿ ಮಾಡಿ ಮಾತನಾಡಿಸಿದಾಗ ನಯನ ಎಂಬ ವಿದ್ಯಾರ್ಥಿನಿ ಶಾಲೆಗೆ ಗೈರು ಹಾಜರಾಗಿರುವುದು ತಿಳಿದು ಬಂದಿತು. (559, 682, 775, 871)
x-handle[interactable]: @SWDGok (582, 2182, 683, 2201)
row-number: 5. (136, 1876, 160, 1898)
paragraph: ಪಡೆಯ ಬೇಕು ಎಂದು ಅವರು ಸಾರ್ವಜನಿಕರಿಗೆ ಮನವಿ ಮಾಡಿದರು. (1260, 194, 1496, 233)
main-story-column-b (559, 575, 775, 1151)
paragraph: ಈ ಮಾಹಿತಿಯನ್ನು ಪಡೆದ ಜಿಲ್ಲಾಧಿಕಾರಿಗಳು, ತಕ್ಷಣ ವಿದ್ಯಾರ್ಥಿನಿಯ ತಂದೆ–ತಾಯಿಗೆ ದೂರವಾಣಿ ಕರೆ ಮಾಡಿದರು. ಆದರೆ ಅವರು ಫೋನ್ ಕರೆ ಸ್ವೀಕರಿಸಲಿಲ್ಲ. ನಂತರ ಸ್ಥಳಕ್ಕೆ ಆರೋಗ್ಯ ಇಲಾಖೆಯ ಅಧಿಕಾರಿಗಳು ಮತ್ತು ನರ್ಸ್‌ಗಳನ್ನು ಕರೆಸಿ ಸ್ಥಳದಲ್ಲೇ ಸೂಕ್ತ ಚಿಕಿತ್ಸೆ ನೀಡುವಂತೆ ಸೂಚನೆ ನೀಡಿದರು. ಪೋಷಕರು ಬಂದ ಮೇಲೆ ವಿಷಯ ತಿಳಿಸಿ, ಜಿಲ್ಲಾಸ್ಪತ್ರೆಗೆ ಮಗಳನ್ನು ಕರೆದೊಯ್ದು ದಾಖಲಿಸುವಂತೆಯೂ ತಿಳಿಸುವಂತೆ ಸಿಬ್ಬಂದಿಗೆ ಸೂಚನೆ ನೀಡಿದರು. (790, 626, 1014, 837)
section-banner: ಒಂದನೇ ಪುಟದಿಂದ (77, 121, 547, 154)
issue-date: ದಿನಾಂಕ: 24-07-2024 ಬುಧವಾರ (1113, 72, 1289, 87)
advert-subheadline: ದಾಖಲಾತಿಗೆ ಇನ್ನೂ ಇದೆ ಕಾಲಾವಕಾಶ (644, 1590, 931, 1619)
emblem-bottom-text: ಸರ್ಕಾರ (759, 1329, 783, 1340)
main-headline: ನಗರದಲ್ಲಿ 42 ಕಡೆ ಜ್ವರ ಚಿಕಿತ್ಸಾ ಕೇಂದ್ರಕ್ಕೆ ಚಾಲನೆ (556, 122, 1356, 178)
registration-link[interactable]: https://cetonline.karnataka.gov.in/kreis24d/ (978, 1718, 1253, 1733)
row-description: 25% ಕ್ಕಿಂತ ಹೆಚ್ಚಿನ ಅಂಗವಿಕಲತೆ ಹೊಂದಿರುವ ಮಕ್ಕಳು/ ಹೆಚ್.ಐ.ವಿ.ಗೆ ತುತ್ತಾದ ಪೋಷಕರ ಮಕ್ಕಳು, ಒಬ್ಬ ಪೋಷಕರನ್ನು ಮಾತ್ರ ಹೊಂದಿರುವ ಅಥವಾ ಅನಾಥ ಮಕ್ಕಳು. (163, 1799, 526, 1835)
main-story-column-a (559, 193, 783, 513)
row-percent: 10% (529, 1838, 573, 1873)
paragraph: ಜನಸಾಮಾನ್ಯರು ಡೆಂಗ್ಯೂ ಜ್ವರವನ್ನು ಗಂಭೀರವಾಗಿ ಪರಿಗಣಿಸಬೇಕು. ಉದಾಹರಣೆ ಮಾಡದೆ ಆಸ್ಪತ್ರೆಗೆ ತೆರಳಿ ಚಿಕಿತ್ಸೆ (1023, 670, 1251, 730)
minister-name: ಡಾ. ಹೆಚ್.ಸಿ. ಮಹದೇವಪ್ಪ (715, 2135, 838, 2151)
contact-label: ಹೆಚ್ಚಿನ ಮಾಹಿತಿಗಾಗಿ ಸಂಪರ್ಕಿಸಿ: (967, 2173, 1098, 2188)
table-title: ವಿಶೇಷ ಪ್ರವರ್ಗಗಳಿಗೆ ಪ್ರವೇಶಾತಿಯಲ್ಲಿ 50% ಮೀಸಲು (136, 1702, 573, 1732)
